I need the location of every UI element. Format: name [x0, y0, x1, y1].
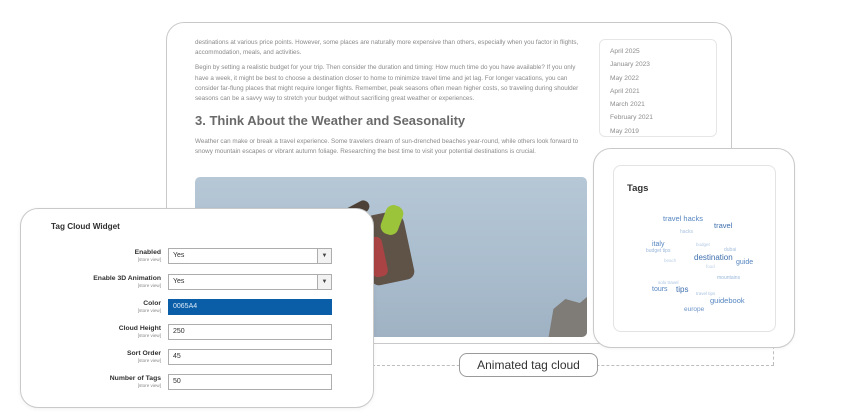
tag-link[interactable]: tips [676, 285, 689, 294]
chevron-down-icon[interactable]: ▼ [317, 249, 331, 263]
input-value: 45 [173, 353, 181, 360]
form-row-color [21, 299, 374, 319]
tag-link[interactable]: hacks [680, 229, 694, 235]
tag-link[interactable]: travel tips [696, 291, 716, 296]
form-row-cloud-height [21, 324, 374, 344]
scope-label: [store view] [137, 333, 161, 338]
field-label: Enabled [134, 249, 161, 256]
cloud-height-input[interactable] [168, 324, 332, 340]
form-row-enabled [21, 248, 374, 268]
tags-preview-card [593, 148, 795, 348]
blog-paragraph: Weather can make or break a travel experience. Some travelers dream of sun-drenched beaches year-round, while others look forward to snowy mountain escapes or vibrant autumn foliage. Researching the best time to visit your potential destinations is crucial. [195, 138, 579, 156]
tag-cloud-widget [613, 165, 776, 332]
form-row-sort-order [21, 349, 374, 369]
blog-section-heading: 3. Think About the Weather and Seasonality [195, 113, 466, 129]
widget-title: Tag Cloud Widget [51, 222, 120, 231]
archive-link[interactable]: March 2021 [610, 101, 645, 109]
input-value: 0065A4 [173, 303, 198, 310]
number-of-tags-input[interactable] [168, 374, 332, 390]
callout-label: Animated tag cloud [459, 353, 598, 377]
blog-content [195, 38, 587, 163]
field-label: Enable 3D Animation [93, 275, 161, 282]
scope-label: [store view] [137, 308, 161, 313]
tag-link[interactable]: dubai [724, 247, 737, 253]
blog-paragraph: destinations at various price points. However, some places are naturally more expensive than others, especially when you factor in flights, accommodation, meals, and activities. [195, 39, 579, 57]
field-label: Color [143, 300, 161, 307]
tag-link[interactable]: europe [684, 306, 705, 313]
tag-link[interactable]: travel hacks [663, 214, 704, 223]
archive-list [599, 39, 717, 137]
tag-link[interactable]: italy [652, 241, 665, 248]
archive-link[interactable]: January 2023 [610, 61, 650, 69]
sort-order-input[interactable] [168, 349, 332, 365]
enabled-select[interactable] [168, 248, 332, 264]
tag-link[interactable]: beach [664, 258, 677, 263]
tag-cloud-title: Tags [627, 183, 649, 194]
tag-link[interactable]: mountains [717, 275, 741, 281]
input-value: 250 [173, 328, 185, 335]
input-value: 50 [173, 378, 181, 385]
blog-paragraph: Begin by setting a realistic budget for your trip. Then consider the duration and timing: How much time do you have available? If you only have a week, it might be best to choose a destination closer to home to minimize travel time and jet lag. For longer vacations, you can consider far-flung places that might require longer flights. Remember, peak seasons often mean higher costs, so traveling during shoulder seasons can be a savvy way to stretch your budget without sacrificing great weather or experiences. [195, 64, 579, 103]
tag-link[interactable]: guide [736, 259, 754, 266]
tag-link[interactable]: travel [714, 221, 733, 230]
field-label: Number of Tags [109, 375, 161, 382]
form-row-number-of-tags [21, 374, 374, 394]
tag-link[interactable]: food [706, 264, 715, 269]
archive-link[interactable]: May 2022 [610, 74, 639, 82]
archive-link[interactable]: February 2021 [610, 114, 653, 122]
tag-link[interactable]: destination [694, 253, 733, 262]
scope-label: [store view] [137, 383, 161, 388]
tag-link[interactable]: guidebook [710, 296, 745, 305]
field-label: Sort Order [127, 350, 161, 357]
3d-animation-select[interactable] [168, 274, 332, 290]
select-value: Yes [173, 278, 185, 285]
tag-link[interactable]: solo travel [658, 280, 679, 285]
color-input[interactable] [168, 299, 332, 315]
scope-label: [store view] [137, 257, 161, 262]
tag-link[interactable]: budget tips [646, 248, 671, 254]
scope-label: [store view] [137, 283, 161, 288]
tag-link[interactable]: tours [652, 286, 668, 293]
select-value: Yes [173, 252, 185, 259]
tag-cloud-widget-settings [20, 208, 374, 408]
scope-label: [store view] [137, 358, 161, 363]
archive-link[interactable]: May 2019 [610, 127, 639, 135]
archive-link[interactable]: April 2025 [610, 48, 640, 55]
tag-link[interactable]: budget [696, 242, 710, 247]
form-row-3d-animation [21, 274, 374, 294]
field-label: Cloud Height [118, 325, 161, 332]
chevron-down-icon[interactable]: ▼ [317, 275, 331, 289]
archive-link[interactable]: April 2021 [610, 87, 640, 95]
